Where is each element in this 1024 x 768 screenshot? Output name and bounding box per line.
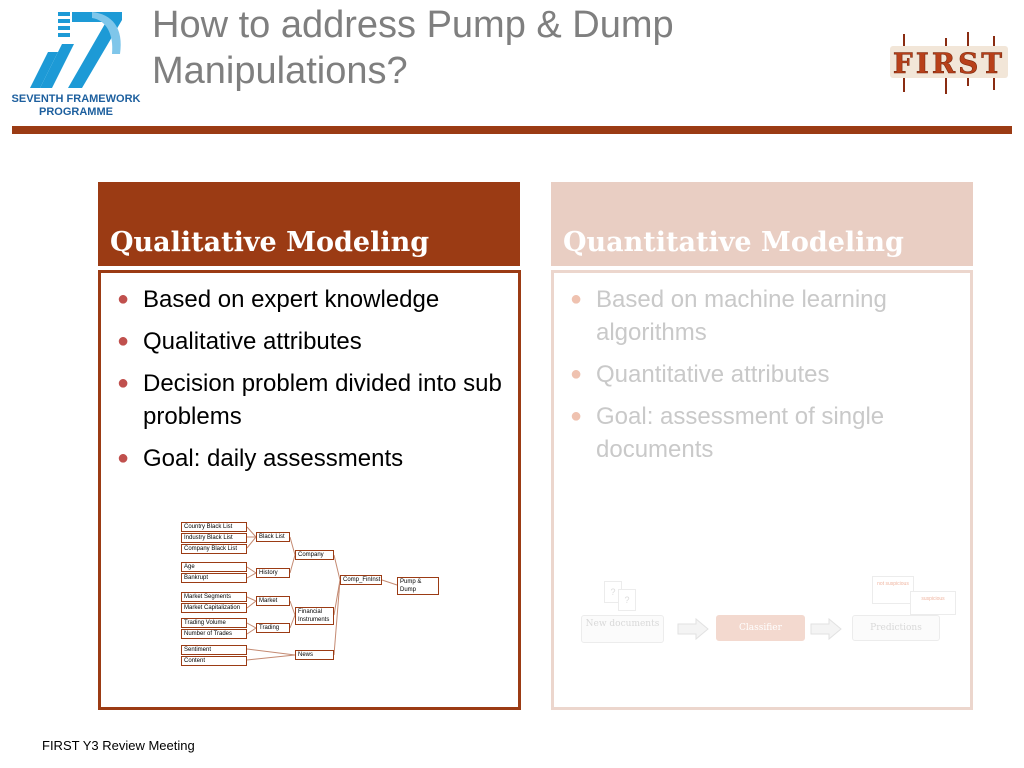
tree-node: Company <box>295 550 334 560</box>
tree-node: Comp_FinInst <box>340 575 382 585</box>
bullet-icon: ● <box>570 405 583 427</box>
classifier-diagram <box>554 273 970 707</box>
tree-node: Black List <box>256 532 290 542</box>
tree-leaf: Trading Volume <box>181 618 247 628</box>
bullet-text: Qualitative attributes <box>143 328 362 355</box>
tree-leaf: Number of Trades <box>181 629 247 639</box>
pipeline-arrows <box>554 273 970 707</box>
tree-leaf: Market Capitalization <box>181 603 247 613</box>
bullet-text: Goal: assessment of single documents <box>596 403 885 463</box>
footer-text: FIRST Y3 Review Meeting <box>42 738 195 753</box>
bullet-text: Goal: daily assessments <box>143 445 404 472</box>
first-logo-text: FIRST <box>892 47 1006 80</box>
document-icon: ? <box>618 589 636 611</box>
bullet-text: Based on machine learning algorithms <box>596 286 887 346</box>
tree-leaf: Sentiment <box>181 645 247 655</box>
bullet-icon: ● <box>117 330 130 352</box>
tree-node: History <box>256 568 290 578</box>
tree-leaf: Industry Black List <box>181 533 247 543</box>
tree-node: Financial Instruments <box>295 607 334 625</box>
tree-leaf: Age <box>181 562 247 572</box>
qualitative-heading: Qualitative Modeling <box>98 182 520 266</box>
logo-line-2: PROGRAMME <box>39 106 113 118</box>
logo-seven-shape <box>30 12 122 88</box>
tree-connectors <box>101 273 518 707</box>
title-rule <box>12 126 1012 134</box>
tree-leaf: Country Black List <box>181 522 247 532</box>
bullet-icon: ● <box>570 363 583 385</box>
bullet-icon: ● <box>117 447 130 469</box>
new-documents-box: New documents <box>581 615 664 643</box>
tree-root: Pump & Dump <box>397 577 439 595</box>
arrow-icon <box>678 619 708 639</box>
bullet-icon: ● <box>117 288 130 310</box>
seventh-framework-logo <box>8 4 144 120</box>
bullet-icon: ● <box>570 288 583 310</box>
decision-tree-diagram <box>101 273 518 707</box>
tree-node: News <box>295 650 334 660</box>
quantitative-heading: Quantitative Modeling <box>551 182 973 266</box>
prediction-card: suspicious <box>910 591 956 615</box>
classifier-box: Classifier <box>716 615 805 641</box>
bullet-text: Decision problem divided into sub problems <box>143 370 502 430</box>
tree-node: Market <box>256 596 290 606</box>
tree-leaf: Bankrupt <box>181 573 247 583</box>
bullet-text: Based on expert knowledge <box>143 286 440 313</box>
prediction-card: not suspicious <box>872 576 914 604</box>
predictions-box: Predictions <box>852 615 940 641</box>
tree-leaf: Company Black List <box>181 544 247 554</box>
tree-leaf: Content <box>181 656 247 666</box>
tree-node: Trading <box>256 623 290 633</box>
page-title: How to address Pump & Dump Manipulations? <box>152 4 674 92</box>
qualitative-panel <box>98 270 521 710</box>
tree-leaf: Market Segments <box>181 592 247 602</box>
first-logo <box>888 32 1010 96</box>
quantitative-panel <box>551 270 973 710</box>
bullet-icon: ● <box>117 372 130 394</box>
document-icon: ? <box>604 581 622 603</box>
arrow-icon <box>811 619 841 639</box>
bullet-text: Quantitative attributes <box>596 361 830 388</box>
logo-line-1: SEVENTH FRAMEWORK <box>11 93 141 105</box>
